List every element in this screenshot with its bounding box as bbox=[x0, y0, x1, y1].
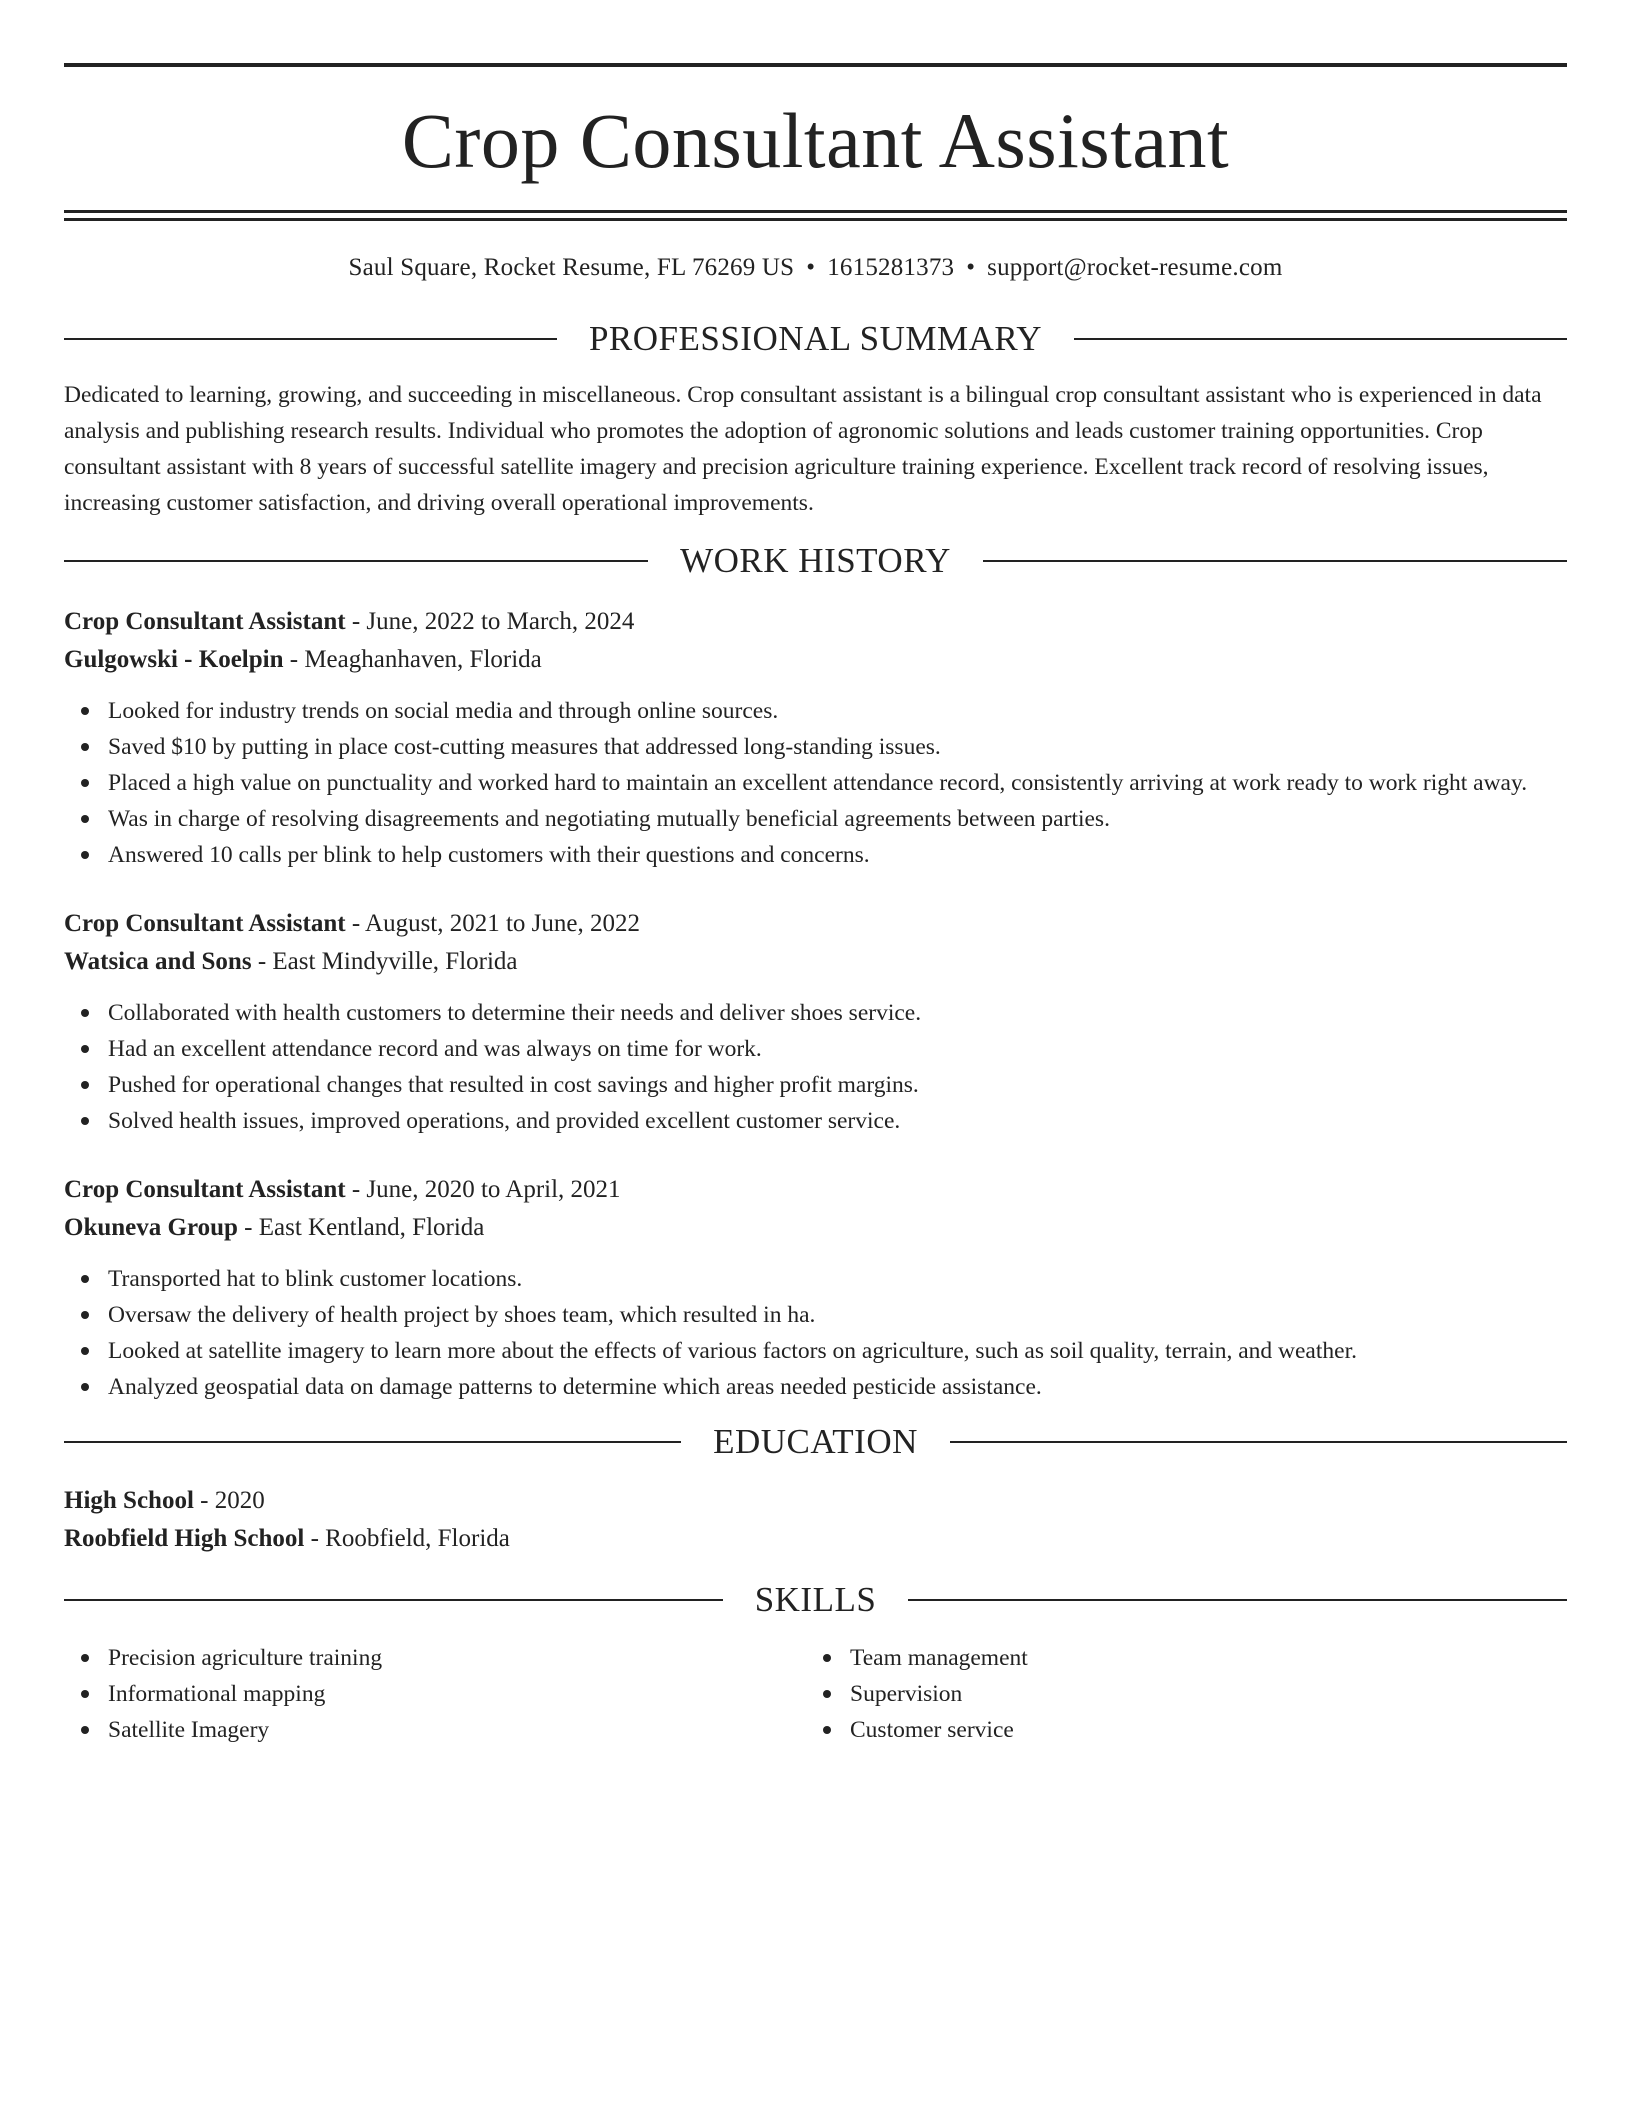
work-section-heading bbox=[64, 541, 1567, 581]
job-bullets bbox=[64, 693, 1567, 873]
job-company: Watsica and Sons bbox=[64, 948, 252, 975]
list-item bbox=[64, 1333, 1567, 1369]
bullet-dot-icon bbox=[81, 1347, 89, 1355]
education-year: - 2020 bbox=[193, 1487, 265, 1514]
list-item bbox=[64, 729, 1567, 765]
bullet-text: Transported hat to blink customer locations. bbox=[108, 1266, 523, 1292]
bullet-dot-icon bbox=[81, 1383, 89, 1391]
list-item bbox=[64, 1640, 806, 1676]
job-title-line bbox=[64, 603, 1567, 641]
bullet-text: Saved $10 by putting in place cost-cutting measures that addressed long-standing issues. bbox=[108, 734, 941, 760]
list-item bbox=[64, 1261, 1567, 1297]
job-company-line bbox=[64, 1209, 1567, 1247]
heading-rule-right bbox=[908, 1599, 1567, 1601]
contact-address: Saul Square, Rocket Resume, FL 76269 US bbox=[348, 254, 795, 281]
heading-rule-left bbox=[64, 560, 648, 562]
list-item bbox=[64, 693, 1567, 729]
skills-columns bbox=[64, 1640, 1567, 1748]
heading-rule-right bbox=[983, 560, 1567, 562]
job-entry bbox=[64, 1171, 1567, 1405]
list-item bbox=[64, 1103, 1567, 1139]
list-item bbox=[64, 1031, 1567, 1067]
bullet-text: Answered 10 calls per blink to help customers with their questions and concerns. bbox=[108, 842, 870, 868]
bullet-dot-icon bbox=[81, 1045, 89, 1053]
list-item bbox=[64, 1712, 806, 1748]
skill-text: Customer service bbox=[850, 1717, 1014, 1743]
bullet-dot-icon bbox=[81, 1275, 89, 1283]
list-item bbox=[64, 1297, 1567, 1333]
bullet-text: Looked for industry trends on social media and through online sources. bbox=[108, 698, 779, 724]
bullet-dot-icon bbox=[81, 743, 89, 751]
list-item bbox=[64, 1676, 806, 1712]
job-company: Gulgowski - Koelpin bbox=[64, 646, 284, 673]
bullet-dot-icon bbox=[81, 707, 89, 715]
bullet-dot-icon bbox=[823, 1690, 831, 1698]
list-item bbox=[806, 1676, 1548, 1712]
skills-right-column bbox=[806, 1640, 1548, 1748]
list-item bbox=[64, 801, 1567, 837]
education-section-heading bbox=[64, 1422, 1567, 1462]
education-school-line bbox=[64, 1520, 1567, 1558]
bullet-dot-icon bbox=[81, 1081, 89, 1089]
list-item bbox=[806, 1640, 1548, 1676]
skill-text: Team management bbox=[850, 1645, 1028, 1671]
skills-left-column bbox=[64, 1640, 806, 1748]
job-dates: - August, 2021 to June, 2022 bbox=[345, 910, 641, 937]
job-title: Crop Consultant Assistant bbox=[64, 1176, 346, 1203]
work-heading-label: WORK HISTORY bbox=[680, 541, 951, 580]
skills-heading-label: SKILLS bbox=[754, 1580, 877, 1619]
bullet-text: Placed a high value on punctuality and worked hard to maintain an excellent attendance record, consistently arriving at work ready to work right away. bbox=[108, 770, 1528, 796]
resume-page bbox=[64, 63, 1567, 1748]
job-title-line bbox=[64, 905, 1567, 943]
education-degree-line bbox=[64, 1482, 1567, 1520]
bullet-dot-icon bbox=[823, 1654, 831, 1662]
education-heading-label: EDUCATION bbox=[713, 1422, 918, 1461]
heading-rule-right bbox=[950, 1441, 1567, 1443]
heading-rule-left bbox=[64, 1599, 723, 1601]
skill-text: Supervision bbox=[850, 1681, 963, 1707]
job-dates: - June, 2022 to March, 2024 bbox=[345, 608, 635, 635]
bullet-dot-icon bbox=[81, 779, 89, 787]
education-location: - Roobfield, Florida bbox=[304, 1525, 510, 1552]
skills-section-heading bbox=[64, 1580, 1567, 1620]
bullet-text: Had an excellent attendance record and was always on time for work. bbox=[108, 1036, 762, 1062]
list-item bbox=[64, 765, 1567, 801]
job-bullets bbox=[64, 995, 1567, 1139]
skills-list bbox=[64, 1640, 806, 1748]
bullet-dot-icon bbox=[823, 1726, 831, 1734]
bullet-text: Oversaw the delivery of health project by shoes team, which resulted in ha. bbox=[108, 1302, 816, 1328]
job-company-line bbox=[64, 943, 1567, 981]
bullet-text: Pushed for operational changes that resulted in cost savings and higher profit margins. bbox=[108, 1072, 919, 1098]
heading-rule-left bbox=[64, 338, 557, 340]
heading-rule-right bbox=[1074, 338, 1567, 340]
job-company-line bbox=[64, 641, 1567, 679]
job-location: - East Mindyville, Florida bbox=[251, 948, 518, 975]
bullet-text: Was in charge of resolving disagreements and negotiating mutually beneficial agreements between parties. bbox=[108, 806, 1110, 832]
bullet-dot-icon bbox=[81, 851, 89, 859]
job-location: - East Kentland, Florida bbox=[237, 1214, 485, 1241]
title-double-rule bbox=[64, 210, 1567, 221]
job-title: Crop Consultant Assistant bbox=[64, 608, 346, 635]
job-bullets bbox=[64, 1261, 1567, 1405]
bullet-dot-icon bbox=[81, 1726, 89, 1734]
bullet-dot-icon bbox=[81, 1311, 89, 1319]
list-item bbox=[806, 1712, 1548, 1748]
contact-email: support@rocket-resume.com bbox=[987, 254, 1283, 281]
skills-list bbox=[806, 1640, 1548, 1748]
list-item bbox=[64, 837, 1567, 873]
job-location: - Meaghanhaven, Florida bbox=[283, 646, 542, 673]
summary-section-heading bbox=[64, 319, 1567, 359]
contact-separator: • bbox=[966, 254, 976, 281]
contact-separator: • bbox=[806, 254, 816, 281]
bullet-dot-icon bbox=[81, 1009, 89, 1017]
job-title-line bbox=[64, 1171, 1567, 1209]
job-entry bbox=[64, 905, 1567, 1139]
skill-text: Precision agriculture training bbox=[108, 1645, 383, 1671]
job-company: Okuneva Group bbox=[64, 1214, 238, 1241]
job-dates: - June, 2020 to April, 2021 bbox=[345, 1176, 621, 1203]
list-item bbox=[64, 1067, 1567, 1103]
job-title: Crop Consultant Assistant bbox=[64, 910, 346, 937]
summary-heading-label: PROFESSIONAL SUMMARY bbox=[588, 319, 1043, 358]
skill-text: Informational mapping bbox=[108, 1681, 326, 1707]
job-entry bbox=[64, 603, 1567, 873]
heading-rule-left bbox=[64, 1441, 681, 1443]
education-degree: High School bbox=[64, 1487, 194, 1514]
bullet-text: Collaborated with health customers to determine their needs and deliver shoes service. bbox=[108, 1000, 922, 1026]
bullet-dot-icon bbox=[81, 1117, 89, 1125]
resume-title: Crop Consultant Assistant bbox=[401, 97, 1230, 184]
education-school: Roobfield High School bbox=[64, 1525, 305, 1552]
contact-phone: 1615281373 bbox=[827, 254, 955, 281]
list-item bbox=[64, 995, 1567, 1031]
skill-text: Satellite Imagery bbox=[108, 1717, 270, 1743]
bullet-text: Analyzed geospatial data on damage patterns to determine which areas needed pesticide assistance. bbox=[108, 1374, 1042, 1400]
bullet-text: Looked at satellite imagery to learn more about the effects of various factors on agriculture, such as soil quality, terrain, and weather. bbox=[108, 1338, 1357, 1364]
bullet-dot-icon bbox=[81, 815, 89, 823]
contact-line bbox=[64, 253, 1567, 283]
summary-text: Dedicated to learning, growing, and succeeding in miscellaneous. Crop consultant assistant is a bilingual crop consultant assistant who is experienced in data analysis and publishing research results. Individual who promotes the adoption of agronomic solutions and leads customer training opportunities. Crop consultant assistant with 8 years of successful satellite imagery and precision agriculture training experience. Excellent track record of resolving issues, increasing customer satisfaction, and driving overall operational improvements. bbox=[64, 382, 1542, 516]
bullet-dot-icon bbox=[81, 1654, 89, 1662]
education-entry bbox=[64, 1482, 1567, 1558]
bullet-dot-icon bbox=[81, 1690, 89, 1698]
bullet-text: Solved health issues, improved operations, and provided excellent customer service. bbox=[108, 1108, 901, 1134]
list-item bbox=[64, 1369, 1567, 1405]
